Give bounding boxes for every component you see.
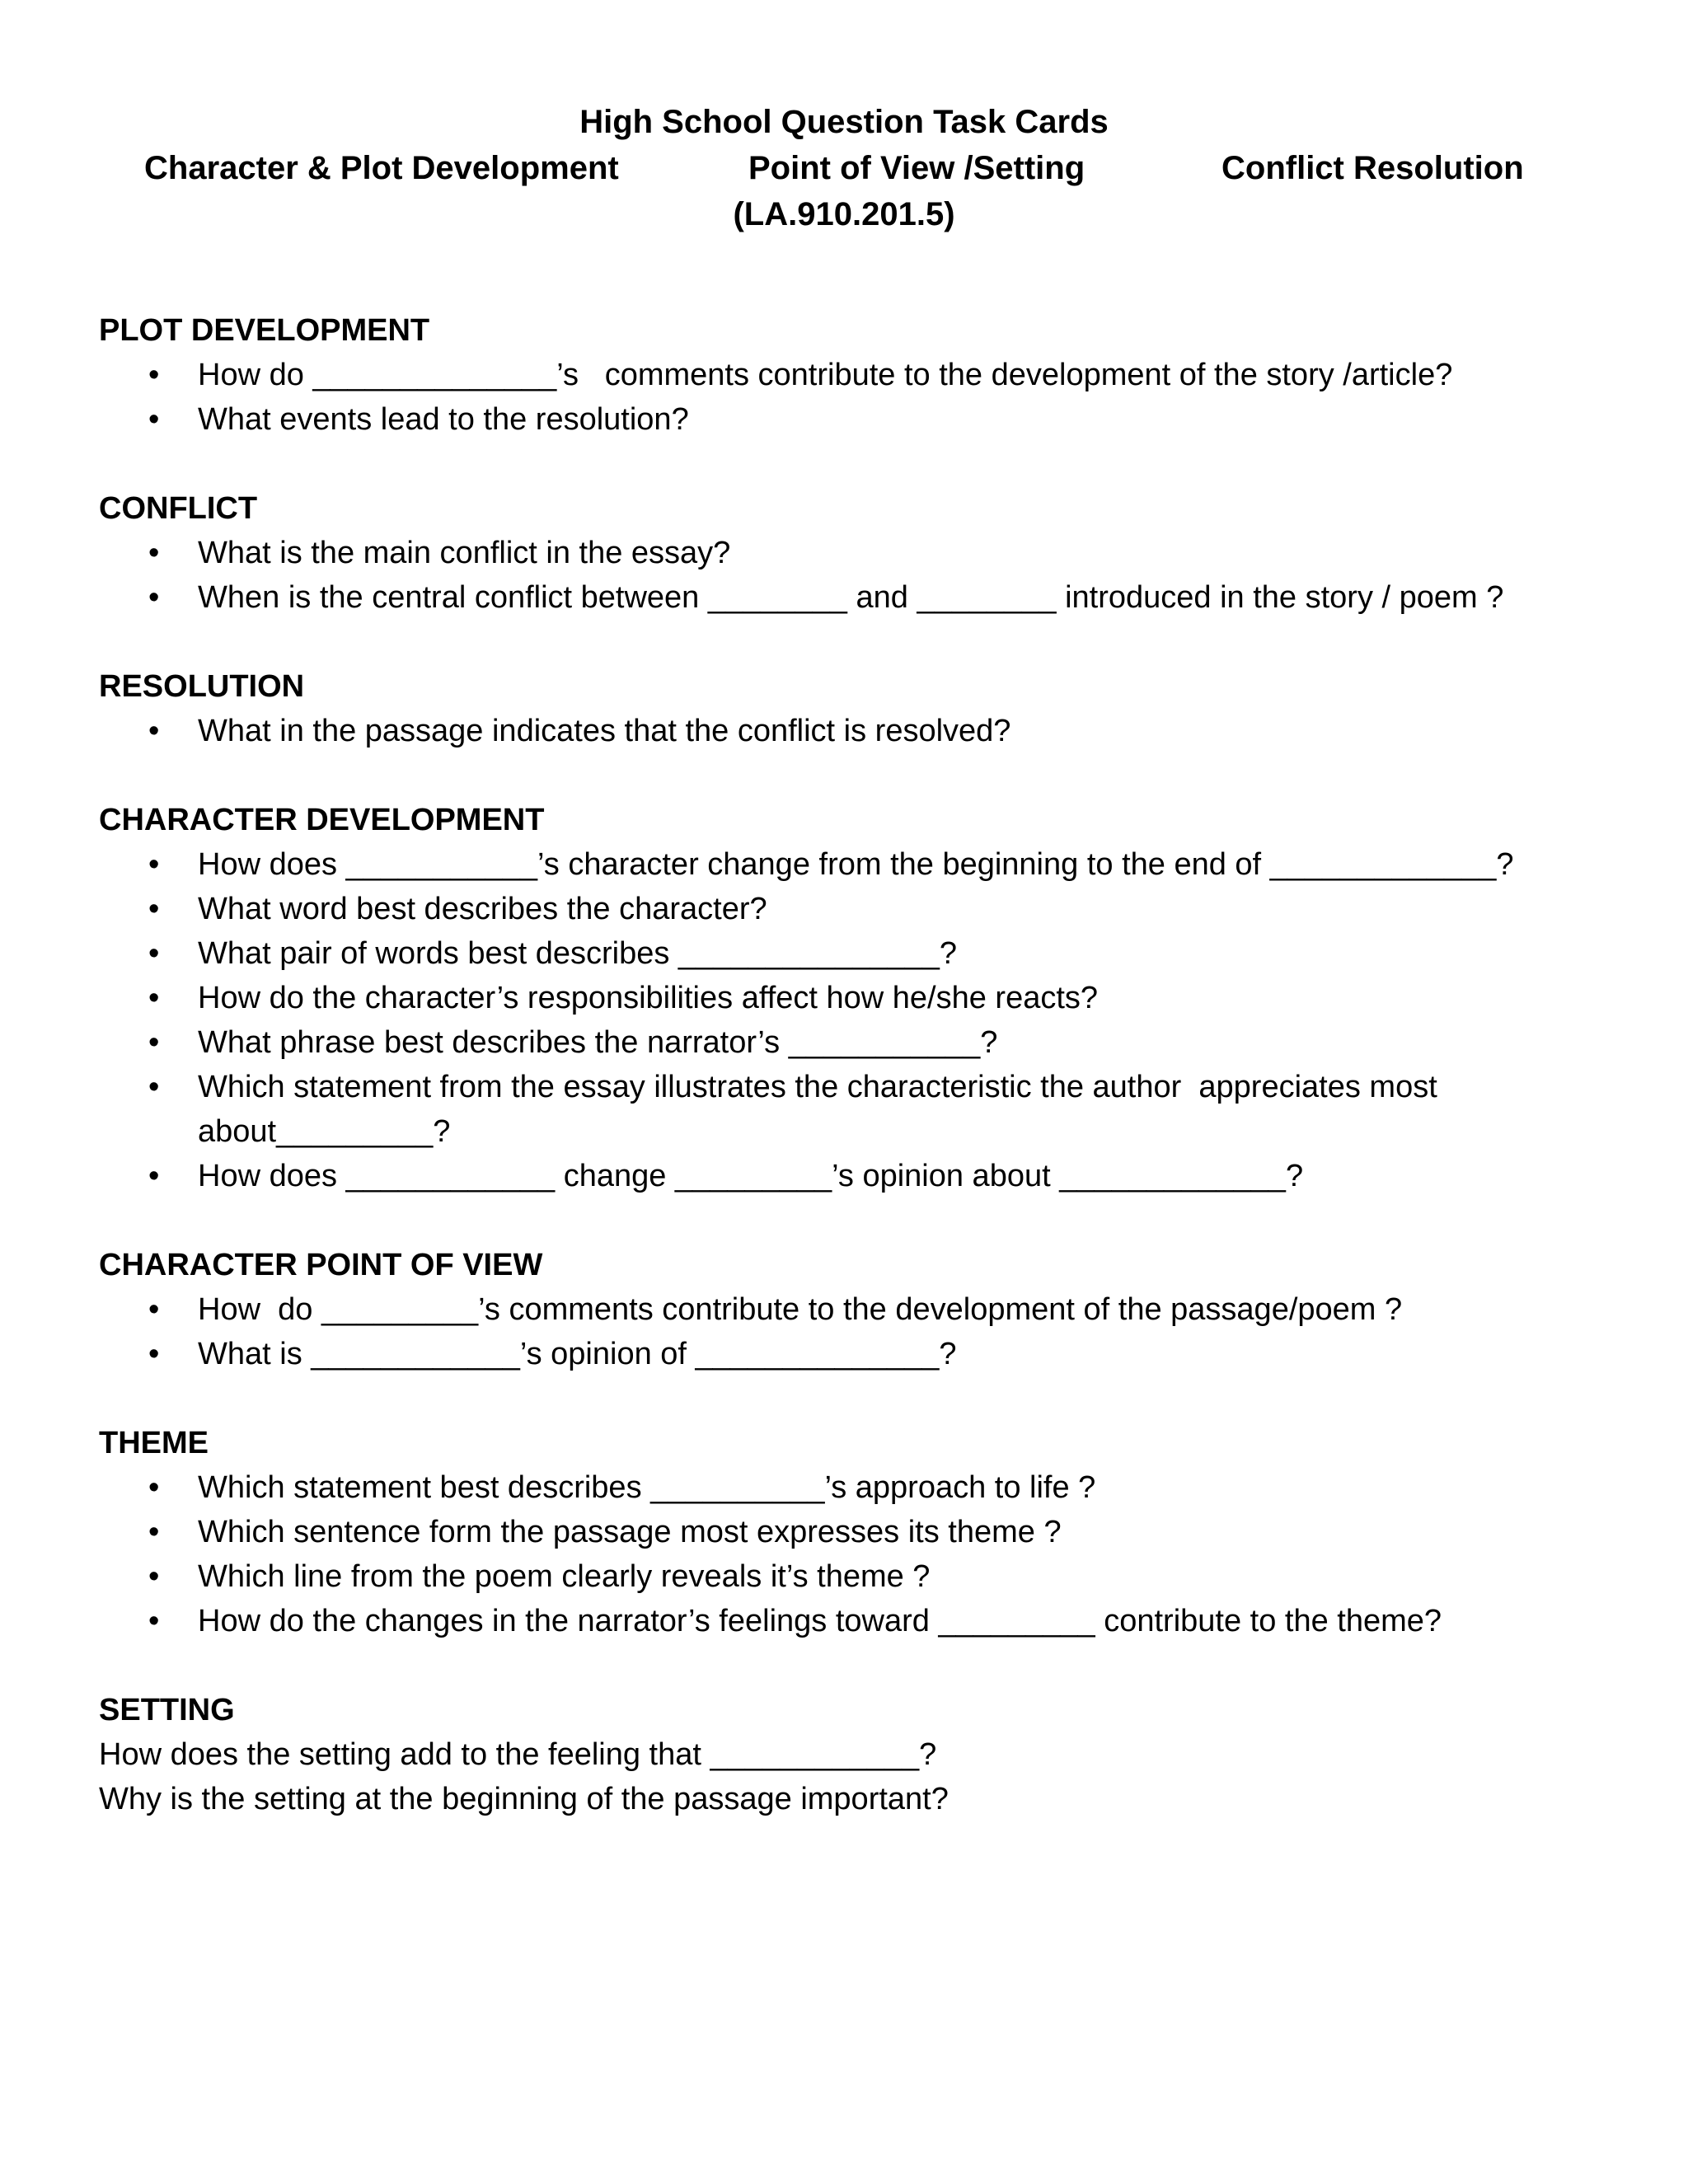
question-text: What in the passage indicates that the conflict is resolved? xyxy=(198,714,1011,748)
question-text: How does the setting add to the feeling that ____________? xyxy=(99,1737,937,1772)
question-text: How do the changes in the narrator’s feelings toward _________ contribute to the theme? xyxy=(198,1604,1442,1638)
question-text: Which statement from the essay illustrates the characteristic the author appreciates most about_________? xyxy=(198,1070,1447,1149)
section-title-plot-development: PLOT DEVELOPMENT xyxy=(99,313,430,348)
bullet-icon: • xyxy=(148,1515,160,1549)
question-text: How do _________’s comments contribute to the development of the passage/poem ? xyxy=(198,1292,1403,1327)
question-text: What pair of words best describes _______________? xyxy=(198,936,958,971)
bullet-icon: • xyxy=(148,981,160,1015)
bullet-icon: • xyxy=(148,1604,160,1638)
header-category-right: Conflict Resolution xyxy=(1221,150,1524,186)
section-title-theme: THEME xyxy=(99,1426,209,1460)
question-text: How do ______________’s comments contribute to the development of the story /article? xyxy=(198,358,1453,392)
bullet-icon: • xyxy=(148,1470,160,1505)
bullet-icon: • xyxy=(148,892,160,926)
bullet-icon: • xyxy=(148,580,160,615)
bullet-icon: • xyxy=(148,1070,160,1104)
bullet-icon: • xyxy=(148,714,160,748)
bullet-icon: • xyxy=(148,936,160,971)
question-text: Which sentence form the passage most expresses its theme ? xyxy=(198,1515,1062,1549)
bullet-icon: • xyxy=(148,402,160,437)
bullet-icon: • xyxy=(148,1337,160,1371)
bullet-icon: • xyxy=(148,358,160,392)
section-title-conflict: CONFLICT xyxy=(99,491,258,526)
question-text: What events lead to the resolution? xyxy=(198,402,689,437)
question-text: Why is the setting at the beginning of the passage important? xyxy=(99,1782,949,1816)
question-text: What phrase best describes the narrator’s ___________? xyxy=(198,1025,998,1060)
question-text: What word best describes the character? xyxy=(198,892,767,926)
section-title-character-point-of-view: CHARACTER POINT OF VIEW xyxy=(99,1248,543,1282)
section-title-setting: SETTING xyxy=(99,1693,235,1727)
bullet-icon: • xyxy=(148,536,160,570)
bullet-icon: • xyxy=(148,1025,160,1060)
question-text: How do the character’s responsibilities affect how he/she reacts? xyxy=(198,981,1099,1015)
bullet-icon: • xyxy=(148,847,160,882)
question-text: Which statement best describes __________’s approach to life ? xyxy=(198,1470,1096,1505)
header-category-left: Character & Plot Development xyxy=(144,150,619,186)
question-text: What is the main conflict in the essay? xyxy=(198,536,731,570)
section-title-character-development: CHARACTER DEVELOPMENT xyxy=(99,803,545,837)
question-text: When is the central conflict between ________ and ________ introduced in the story / poem ? xyxy=(198,580,1504,615)
question-text: How does ____________ change _________’s opinion about _____________? xyxy=(198,1159,1304,1193)
bullet-icon: • xyxy=(148,1292,160,1327)
document-title: High School Question Task Cards xyxy=(579,104,1109,140)
question-text: Which line from the poem clearly reveals it’s theme ? xyxy=(198,1559,931,1594)
header-category-center: Point of View /Setting xyxy=(748,150,1085,186)
question-text: What is ____________’s opinion of ______________? xyxy=(198,1337,957,1371)
question-text: How does ___________’s character change from the beginning to the end of _____________? xyxy=(198,847,1514,882)
standard-code: (LA.910.201.5) xyxy=(733,196,955,232)
bullet-icon: • xyxy=(148,1559,160,1594)
section-title-resolution: RESOLUTION xyxy=(99,669,305,704)
bullet-icon: • xyxy=(148,1159,160,1193)
